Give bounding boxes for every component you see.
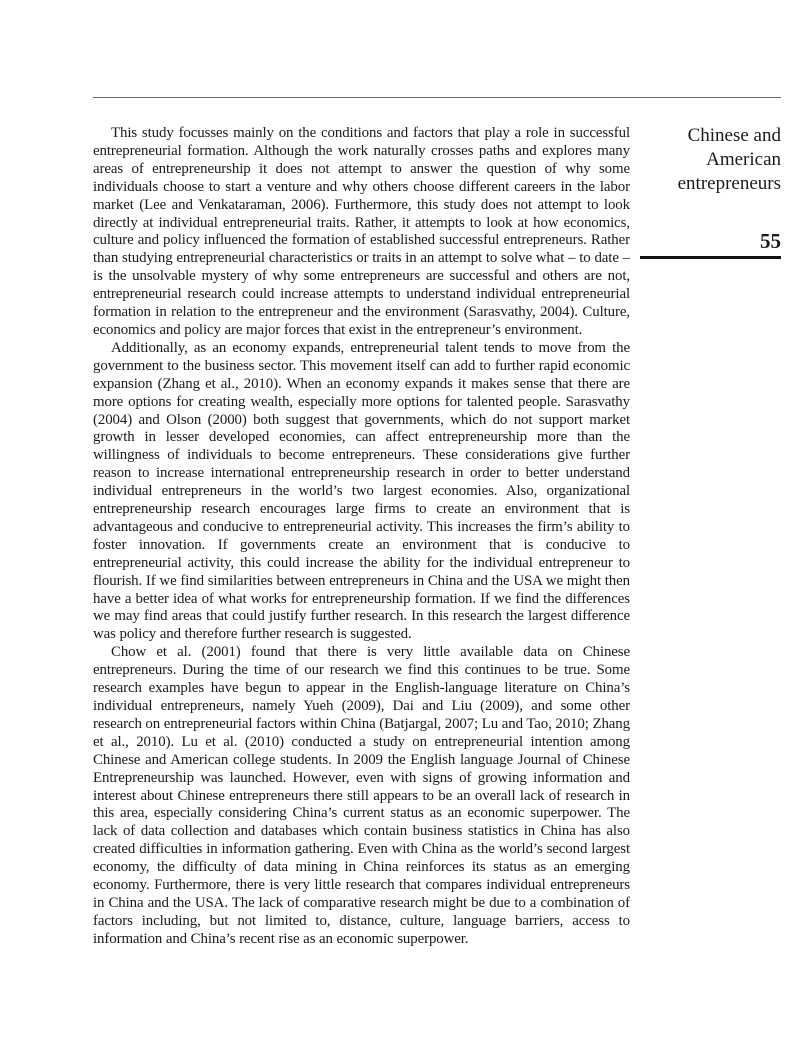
running-head-line: entrepreneurs [677,173,781,194]
running-head [640,124,781,196]
page-number-rule [640,256,781,259]
paragraph: Chow et al. (2001) found that there is very little available data on Chinese entrepreneurs. During the time of our research we find this continues to be true. Some research examples have begun to appear in the English-language literature on China’s individual entrepreneurs, namely Yueh (2009), Dai and Liu (2009), and some other research on entrepreneurial factors within China (Batjargal, 2007; Lu and Tao, 2010; Zhang et al., 2010). Lu et al. (2010) conducted a study on entrepreneurial intention among Chinese and American college students. In 2009 the English language Journal of Chinese Entrepreneurship was launched. However, even with signs of growing information and interest about Chinese entrepreneurs there still appears to be an overall lack of research in this area, especially considering China’s current status as an economic superpower. The lack of data collection and databases which contain business statistics in China has also created difficulties in information gathering. Even with China as the world’s second largest economy, the difficulty of data mining in China reinforces its status as an emerging economy. Furthermore, there is very little research that compares individual entrepreneurs in China and the USA. The lack of comparative research might be due to a combination of factors including, but not limited to, distance, culture, language barriers, access to information and China’s recent rise as an economic superpower. [93,644,630,947]
paragraph: This study focusses mainly on the conditions and factors that play a role in successful entrepreneurial formation. Although the work naturally crosses paths and explores many areas of entrepreneurship it does not attempt to answer the question of why some individuals choose to start a venture and why others choose different careers in the labor market (Lee and Venkataraman, 2006). Furthermore, this study does not attempt to look directly at individual entrepreneurial traits. Rather, it attempts to look at how economics, culture and policy influenced the formation of established successful entrepreneurs. Rather than studying entrepreneurial characteristics or traits in an attempt to solve what – to date – is the unsolvable mystery of why some entrepreneurs are successful and others are not, entrepreneurial research could increase attempts to understand individual entrepreneurial formation in relation to the entrepreneur and the environment (Sarasvathy, 2004). Culture, economics and policy are major forces that exist in the entrepreneur’s environment. [93,125,630,338]
header-rule [93,97,781,98]
page-number: 55 [760,229,781,253]
running-head-line: Chinese and [687,125,781,146]
body-text [93,125,630,949]
running-head-line: American [706,149,781,170]
paragraph: Additionally, as an economy expands, entrepreneurial talent tends to move from the government to the business sector. This movement itself can add to further rapid economic expansion (Zhang et al., 2010). When an economy expands it makes sense that there are more options for creating wealth, especially more options for talented people. Sarasvathy (2004) and Olson (2000) both suggest that governments, which do not support market growth in lesser developed economies, can affect entrepreneurship more than the willingness of individuals to become entrepreneurs. These considerations give further reason to increase international entrepreneurship research in order to better understand individual entrepreneurs in the world’s two largest economies. Also, organizational entrepreneurship research encourages large firms to create an environment that is advantageous and conducive to entrepreneurial activity. This increases the firm’s ability to foster innovation. If governments create an environment that is conducive to entrepreneurial activity, this could increase the ability for the individual entrepreneur to flourish. If we find similarities between entrepreneurs in China and the USA we might then have a better idea of what works for entrepreneurship formation. If we find the differences we may find areas that could justify further research. In this research the largest difference was policy and therefore further research is suggested. [93,339,630,643]
